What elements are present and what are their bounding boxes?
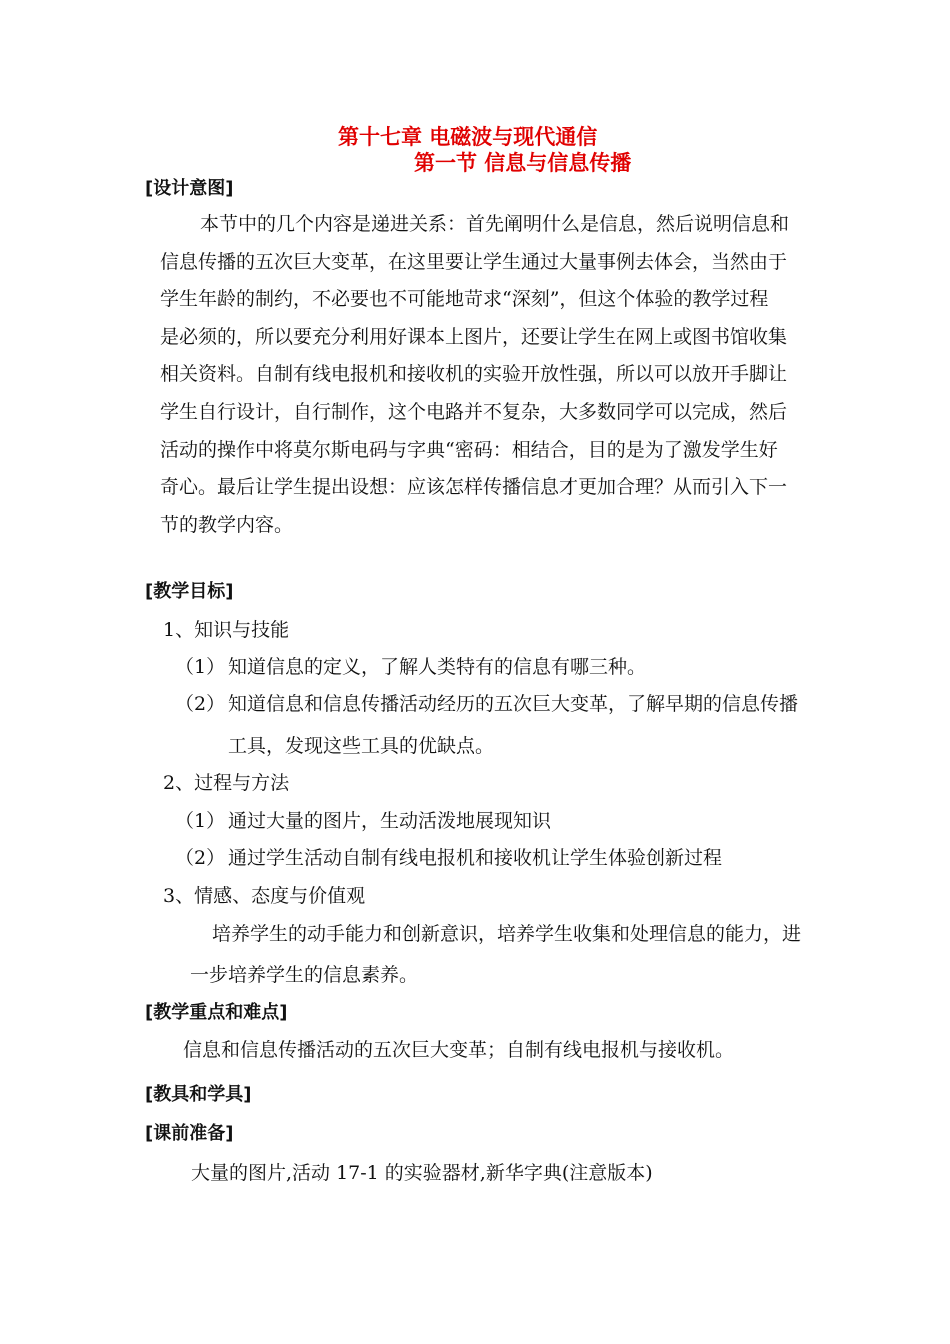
tools-heading: [教具和学具] [145, 1084, 252, 1105]
paragraph-line: 是必须的，所以要充分利用好课本上图片，还要让学生在网上或图书馆收集 [160, 325, 788, 348]
design-intent-paragraph [160, 206, 800, 544]
paragraph-line: 信息传播的五次巨大变革，在这里要让学生通过大量事例去体会，当然由于 [160, 250, 788, 273]
list-number: （1） [175, 810, 226, 832]
paragraph-line: 学生年龄的制约，不必要也不可能地苛求“深刻”，但这个体验的教学过程 [160, 288, 769, 311]
list-item: 通过学生活动自制有线电报机和接收机让学生体验创新过程 [228, 847, 723, 869]
paragraph-line: 学生自行设计，自行制作，这个电路并不复杂，大多数同学可以完成，然后 [160, 400, 788, 423]
list-item: 知道信息和信息传播活动经历的五次巨大变革，了解早期的信息传播 [228, 693, 799, 715]
attitude-text-line: 培养学生的动手能力和创新意识，培养学生收集和处理信息的能力，进 [212, 923, 802, 945]
list-number: （2） [175, 847, 226, 869]
paragraph-line: 奇心。最后让学生提出设想：应该怎样传播信息才更加合理？从而引入下一 [160, 476, 788, 499]
key-points-heading: [教学重点和难点] [145, 1002, 288, 1023]
objective-process-methods: 2、过程与方法 [163, 772, 290, 794]
list-item: 通过大量的图片，生动活泼地展现知识 [228, 810, 552, 832]
objective-attitude-values: 3、情感、态度与价值观 [163, 885, 366, 907]
preparation-heading: [课前准备] [145, 1123, 234, 1144]
paragraph-line: 相关资料。自制有线电报机和接收机的实验开放性强，所以可以放开手脚让 [160, 363, 788, 386]
list-item-continuation: 工具，发现这些工具的优缺点。 [228, 735, 495, 757]
paragraph-line: 节的教学内容。 [160, 513, 294, 536]
section-title: 第一节 信息与信息传播 [414, 151, 632, 175]
attitude-text-line: 一步培养学生的信息素养。 [190, 964, 419, 986]
list-number: （2） [175, 693, 226, 715]
objectives-heading: [教学目标] [145, 581, 234, 602]
objective-knowledge-skills: 1、知识与技能 [163, 619, 290, 641]
design-intent-heading: [设计意图] [145, 178, 234, 199]
paragraph-line: 本节中的几个内容是递进关系：首先阐明什么是信息，然后说明信息和 [200, 213, 790, 235]
list-number: （1） [175, 656, 226, 678]
chapter-title: 第十七章 电磁波与现代通信 [338, 125, 598, 149]
list-item: 知道信息的定义，了解人类特有的信息有哪三种。 [228, 656, 647, 678]
preparation-text: 大量的图片,活动 17-1 的实验器材,新华字典(注意版本) [191, 1162, 653, 1184]
paragraph-line: 活动的操作中将莫尔斯电码与字典“密码：相结合，目的是为了激发学生好 [160, 438, 778, 461]
key-points-text: 信息和信息传播活动的五次巨大变革；自制有线电报机与接收机。 [183, 1039, 735, 1061]
